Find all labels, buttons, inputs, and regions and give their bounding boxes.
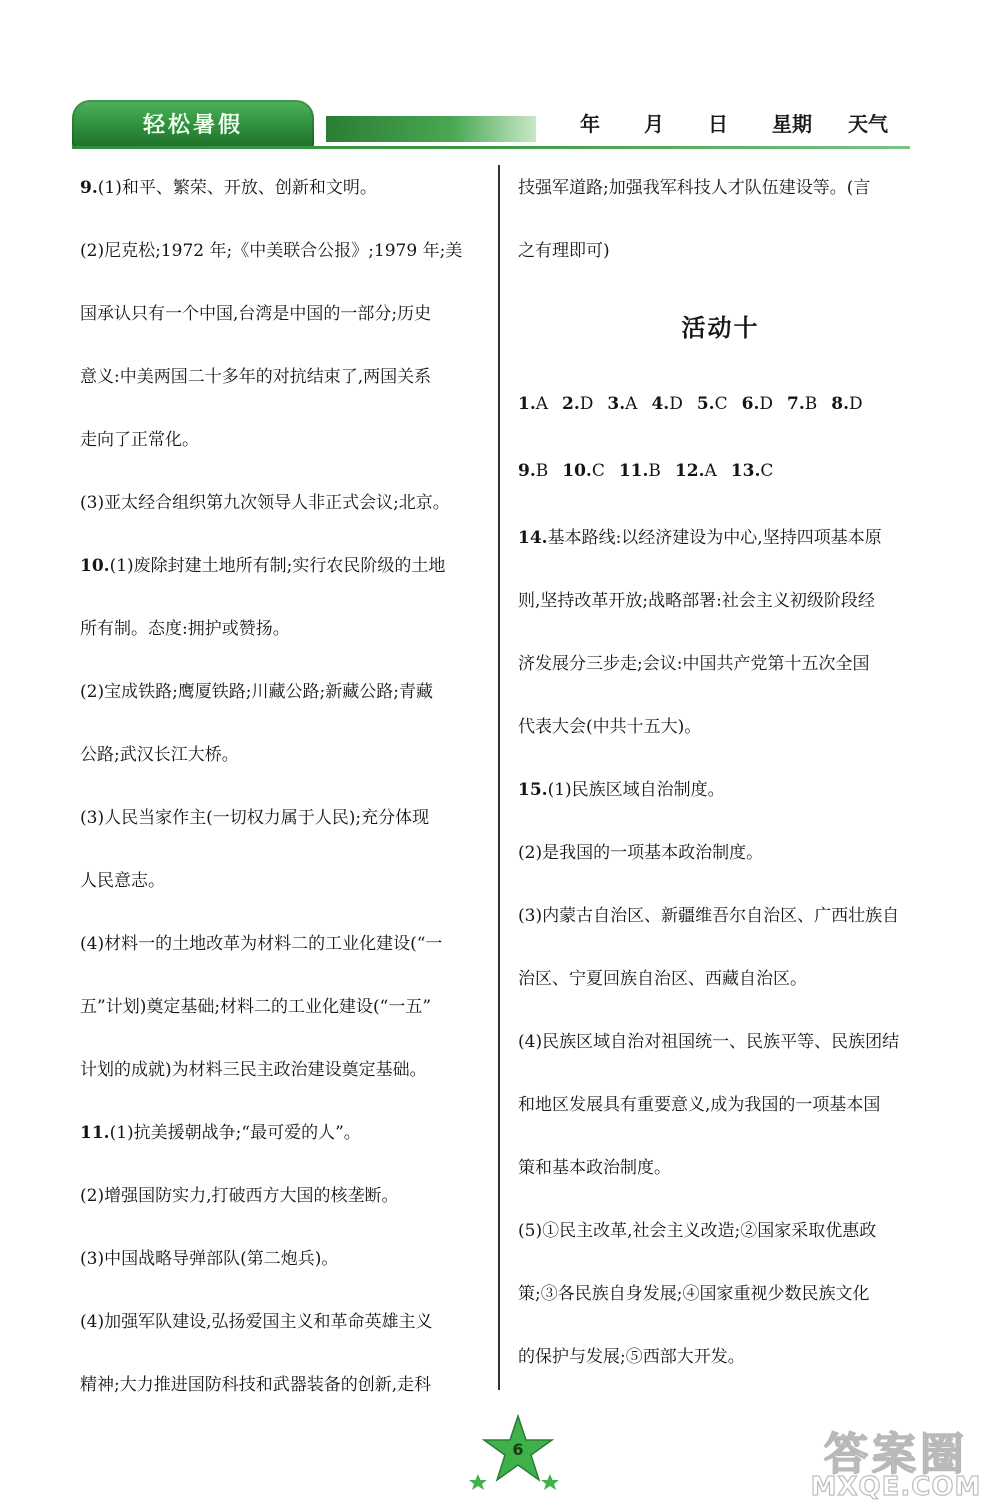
mc-answer [742, 394, 773, 415]
star-small-right-icon [541, 1474, 559, 1490]
mc-choice: C [714, 394, 728, 414]
mc-number: 4. [651, 394, 670, 414]
mc-answer [518, 461, 548, 482]
answer-line [518, 591, 923, 654]
mc-number: 1. [518, 394, 536, 414]
answer-line [518, 1095, 923, 1158]
watermark-title: 答案圈 [824, 1429, 968, 1480]
mc-answer [518, 394, 548, 415]
answer-text: (3)人民当家作主(一切权力属于人民);充分体现 [80, 808, 430, 828]
date-field-weather: 天气 [848, 112, 888, 136]
answer-line [80, 493, 492, 556]
answer-line [80, 934, 492, 997]
mc-choice: C [760, 461, 774, 481]
watermark [796, 1418, 1000, 1506]
answer-text: 则,坚持改革开放;战略部署:社会主义初级阶段经 [518, 591, 875, 611]
answer-line [80, 997, 492, 1060]
continuation-text [518, 178, 923, 304]
answer-text: (2)是我国的一项基本政治制度。 [518, 843, 764, 863]
mc-answer [619, 461, 661, 482]
continuation-line: 之有理即可) [518, 241, 610, 261]
mc-number: 2. [562, 394, 580, 414]
answer-text: 公路;武汉长江大桥。 [80, 745, 239, 765]
answer-text: 的保护与发展;⑤西部大开发。 [518, 1347, 745, 1367]
mc-choice: B [648, 461, 661, 481]
page-number: 6 [512, 1440, 524, 1459]
answer-line [80, 871, 492, 934]
star-small-left-icon [469, 1474, 487, 1490]
answer-text: (4)材料一的土地改革为材料二的工业化建设(“一 [80, 934, 443, 954]
answer-line [80, 241, 492, 304]
answer-line [518, 1221, 923, 1284]
answer-line [518, 906, 923, 969]
right-answer-lines [518, 528, 923, 1410]
answer-text: 所有制。态度:拥护或赞扬。 [80, 619, 290, 639]
answer-text: (3)内蒙古自治区、新疆维吾尔自治区、广西壮族自 [518, 906, 900, 926]
mc-number: 13. [730, 461, 761, 481]
answer-text: 精神;大力推进国防科技和武器装备的创新,走科 [80, 1375, 432, 1395]
question-number: 10. [80, 556, 110, 576]
column-divider [498, 165, 500, 1390]
mc-number: 8. [831, 394, 849, 414]
mc-choice: A [625, 394, 638, 414]
mc-choice: B [804, 394, 818, 414]
answer-text: 国承认只有一个中国,台湾是中国的一部分;历史 [80, 304, 432, 324]
answer-line [518, 1158, 923, 1221]
mc-choice: D [669, 394, 683, 414]
mc-row [518, 394, 923, 461]
answer-line [518, 654, 923, 717]
answer-text: 计划的成就)为材料三民主政治建设奠定基础。 [80, 1060, 427, 1080]
mc-choice: A [704, 461, 717, 481]
mc-number: 11. [618, 461, 649, 481]
answer-text: (2)宝成铁路;鹰厦铁路;川藏公路;新藏公路;青藏 [80, 682, 433, 702]
mc-answer [562, 461, 605, 482]
answer-line [518, 1284, 923, 1347]
answer-text: (1)抗美援朝战争;“最可爱的人”。 [109, 1123, 361, 1143]
answer-text: 治区、宁夏回族自治区、西藏自治区。 [518, 969, 807, 989]
mc-answer [831, 394, 862, 415]
answer-line [518, 843, 923, 906]
answer-line [80, 556, 492, 619]
mc-choice: D [759, 394, 773, 414]
mc-number: 9. [518, 461, 536, 481]
answer-line [80, 430, 492, 493]
answer-line [80, 304, 492, 367]
mc-choice: B [535, 461, 549, 481]
answer-text: 策;③各民族自身发展;④国家重视少数民族文化 [518, 1284, 870, 1304]
mc-answer [731, 461, 774, 482]
mc-number: 10. [562, 461, 592, 481]
answer-line [80, 1249, 492, 1312]
brand-title: 轻松暑假 [142, 113, 243, 138]
answer-line [518, 969, 923, 1032]
continuation-line: 技强军道路;加强我军科技人才队伍建设等。(言 [518, 178, 871, 198]
watermark-url: MXQE.COM [810, 1472, 982, 1502]
right-column [518, 178, 923, 1410]
mc-number: 6. [741, 394, 760, 414]
answer-text: 代表大会(中共十五大)。 [518, 717, 702, 737]
answer-text: (2)增强国防实力,打破西方大国的核垄断。 [80, 1186, 399, 1206]
mc-number: 7. [787, 394, 805, 414]
answer-line [518, 780, 923, 843]
question-number: 11. [80, 1123, 110, 1143]
header-rule [72, 146, 910, 149]
answer-line [80, 1123, 492, 1186]
mc-answer [607, 394, 637, 415]
answer-line [80, 1060, 492, 1123]
date-weather-fields [580, 108, 888, 138]
multiple-choice-answers [518, 394, 923, 528]
date-field-month: 月 [644, 112, 664, 136]
mc-number: 5. [696, 394, 715, 414]
answer-line [518, 717, 923, 780]
mc-answer [675, 461, 717, 482]
answer-text: (5)①民主改革,社会主义改造;②国家采取优惠政 [518, 1221, 877, 1241]
mc-number: 12. [674, 461, 705, 481]
answer-line [80, 745, 492, 808]
date-field-weekday: 星期 [772, 112, 812, 136]
answer-text: (4)加强军队建设,弘扬爱国主义和革命英雄主义 [80, 1312, 433, 1332]
question-number: 14. [518, 528, 548, 548]
answer-line [518, 1347, 923, 1410]
answer-text: 济发展分三步走;会议:中国共产党第十五次全国 [518, 654, 870, 674]
mc-number: 3. [607, 394, 626, 414]
answer-text: (4)民族区域自治对祖国统一、民族平等、民族团结 [518, 1032, 900, 1052]
mc-answer [562, 394, 593, 415]
answer-line [80, 367, 492, 430]
answer-line [518, 528, 923, 591]
brand-tab [72, 100, 314, 148]
question-number: 9. [80, 178, 98, 198]
answer-text: (1)废除封建土地所有制;实行农民阶级的土地 [109, 556, 446, 576]
answer-text: (1)和平、繁荣、开放、创新和文明。 [97, 178, 377, 198]
brand-decor-bar [326, 116, 536, 142]
answer-text: 基本路线:以经济建设为中心,坚持四项基本原 [547, 528, 882, 548]
answer-text: 五”计划)奠定基础;材料二的工业化建设(“一五” [80, 997, 432, 1017]
answer-text: (1)民族区域自治制度。 [547, 780, 725, 800]
answer-text: (3)亚太经合组织第九次领导人非正式会议;北京。 [80, 493, 450, 513]
question-number: 15. [518, 780, 548, 800]
answer-line [80, 1312, 492, 1375]
answer-text: 意义:中美两国二十多年的对抗结束了,两国关系 [80, 367, 432, 387]
answer-text: 策和基本政治制度。 [518, 1158, 671, 1178]
mc-choice: A [535, 394, 549, 414]
answer-line [80, 808, 492, 871]
mc-row [518, 461, 923, 528]
answer-line [518, 1032, 923, 1095]
date-field-year: 年 [580, 112, 600, 136]
mc-answer [787, 394, 817, 415]
mc-answer [697, 394, 728, 415]
mc-choice: C [591, 461, 605, 481]
answer-line [80, 178, 492, 241]
answer-line [80, 1186, 492, 1249]
mc-choice: D [579, 394, 594, 414]
answer-text: (3)中国战略导弹部队(第二炮兵)。 [80, 1249, 339, 1269]
answer-text: 走向了正常化。 [80, 430, 199, 450]
answer-text: (2)尼克松;1972 年;《中美联合公报》;1979 年;美 [80, 241, 463, 261]
mc-answer [651, 394, 682, 415]
mc-choice: D [849, 394, 863, 414]
answer-line [80, 682, 492, 745]
section-title: 活动十 [681, 314, 760, 342]
date-field-day: 日 [708, 112, 728, 136]
page-header [0, 0, 1000, 160]
answer-line [80, 619, 492, 682]
answer-text: 和地区发展具有重要意义,成为我国的一项基本国 [518, 1095, 881, 1115]
answer-line [80, 1375, 492, 1438]
left-column [80, 178, 492, 1438]
answer-text: 人民意志。 [80, 871, 165, 891]
